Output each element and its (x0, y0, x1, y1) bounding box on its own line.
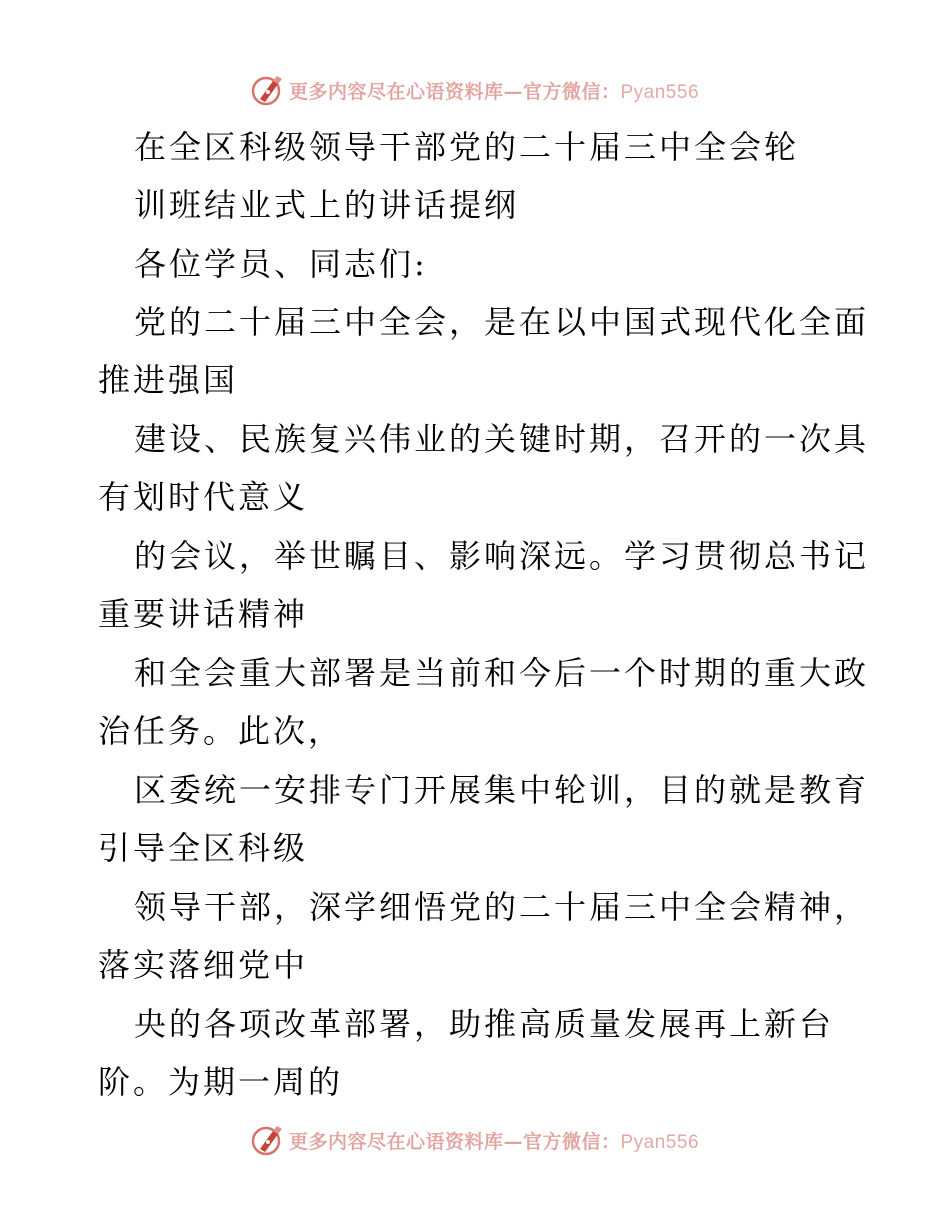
paragraph-line: 阶。为期一周的 (98, 1063, 344, 1101)
paragraph-line: 建设、民族复兴伟业的关键时期，召开的一次具 (134, 420, 870, 458)
pen-nib-logo-icon (251, 1123, 285, 1157)
paragraph-line: 领导干部，深学细悟党的二十届三中全会精神， (134, 888, 870, 926)
paragraph-line: 央的各项改革部署，助推高质量发展再上新台 (134, 1005, 835, 1043)
watermark-text: 更多内容尽在心语资料库—官方微信：Pyan556 (288, 1130, 700, 1153)
paragraph-line: 有划时代意义 (98, 478, 309, 516)
watermark-text: 更多内容尽在心语资料库—官方微信：Pyan556 (288, 80, 700, 103)
title-line-1: 在全区科级领导干部党的二十届三中全会轮 (134, 128, 800, 166)
title-line-2: 训班结业式上的讲话提纲 (134, 186, 520, 224)
paragraph-line: 引导全区科级 (98, 829, 309, 867)
paragraph-line: 重要讲话精神 (98, 595, 309, 633)
paragraph-line: 党的二十届三中全会，是在以中国式现代化全面 (134, 303, 870, 341)
paragraph-line: 落实落细党中 (98, 946, 309, 984)
footer-watermark (0, 1120, 950, 1160)
salutation: 各位学员、同志们: (134, 245, 428, 283)
paragraph-line: 区委统一安排专门开展集中轮训，目的就是教育 (134, 771, 870, 809)
paragraph-line: 和全会重大部署是当前和今后一个时期的重大政 (134, 654, 870, 692)
paragraph-line: 的会议，举世瞩目、影响深远。学习贯彻总书记 (134, 537, 870, 575)
paragraph-line: 推进强国 (98, 361, 239, 399)
paragraph-line: 治任务。此次， (98, 712, 344, 750)
